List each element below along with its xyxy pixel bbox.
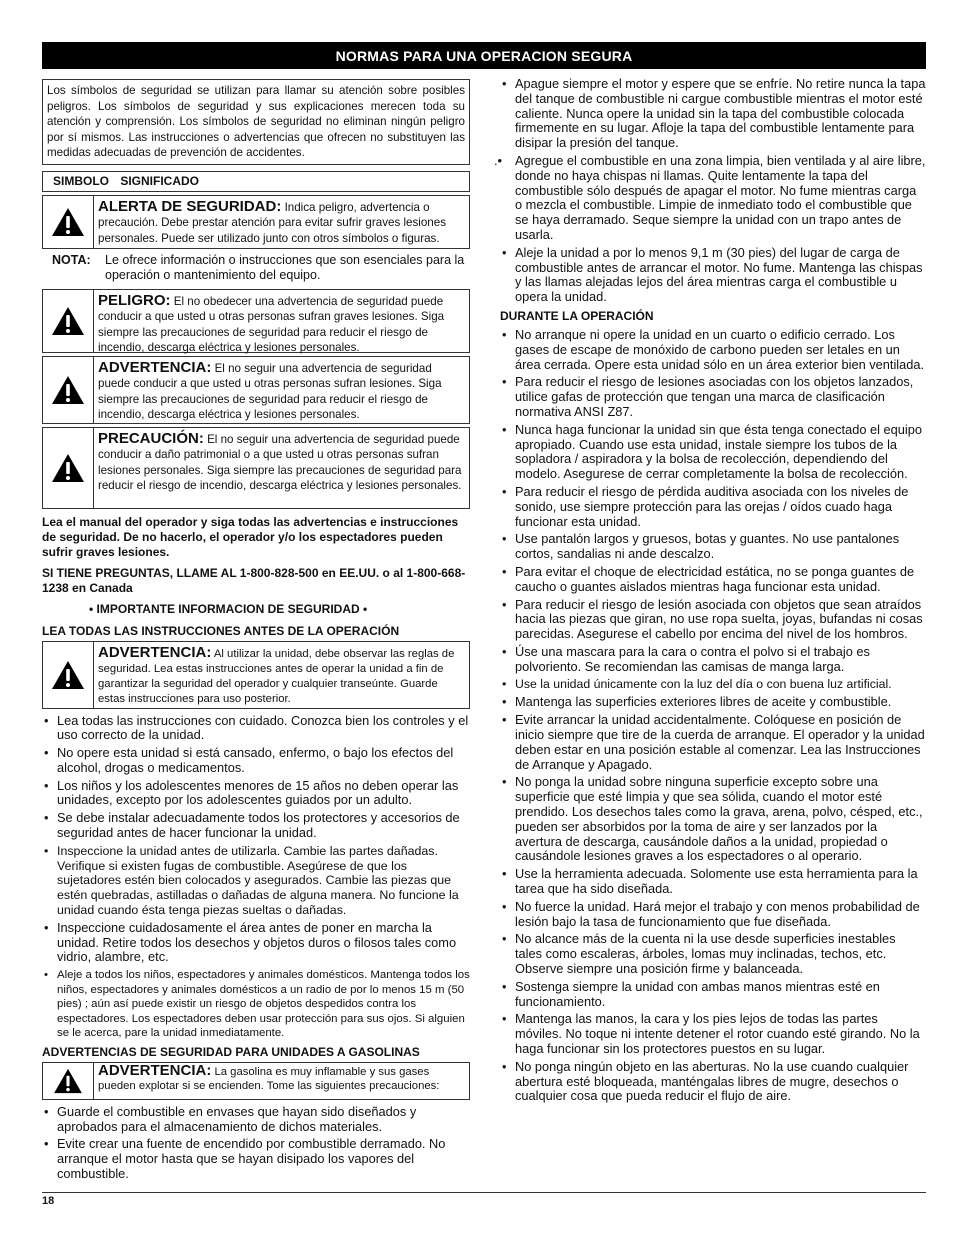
intro-paragraph: Los símbolos de seguridad se utilizan para llamar su atención sobre posibles peligros. Los símbolos de seguridad y sus explicaciones merecen toda su atención y comprensión. Los símbolos de seguridad no eliminan ningún peligro por sí mismos. Las instrucciones o advertencias que ofrecen no substituyen las medidas adecuadas de prevención de accidentes. xyxy=(42,79,470,165)
list-item: • No opere esta unidad si está cansado, enfermo, o bajo los efectos del alcohol, drogas o medicamentos. xyxy=(42,746,470,776)
gasoline-warning-row xyxy=(42,1062,470,1100)
safety-alert-text: ALERTA DE SEGURIDAD: Indica peligro, advertencia o precaución. Debe prestar atención para evitar sufrir graves lesiones personales. Puede ser utilizado junto con otros símbolos o figuras. xyxy=(98,197,446,245)
read-all-instructions-heading: LEA TODAS LAS INSTRUCCIONES ANTES DE LA OPERACIÓN xyxy=(42,623,400,638)
caution-text: PRECAUCIÓN: El no seguir una advertencia de seguridad puede conducir a daño patrimonial o a que usted u otras personas sufran lesiones personales. Siga siempre las precauciones de seguridad para reducir el riesgo de incendio, descarga eléctrica y lesiones personales. xyxy=(98,429,462,492)
read-manual-notice: Lea el manual del operador y siga todas las advertencias e instrucciones de seguridad. De no hacerlo, el operador y/o los espectadores pueden sufrir graves lesiones. xyxy=(42,514,459,559)
list-item: • Evite crear una fuente de encendido por combustible derramado. No arranque el motor hasta que se hayan disipado los vapores del combustible. xyxy=(42,1137,470,1181)
left-column xyxy=(42,76,470,1185)
list-item: • Use la herramienta adecuada. Solomente use esta herramienta para la tarea que ha sido diseñada. xyxy=(500,867,926,897)
fuel-safety-list xyxy=(500,77,926,305)
warning-triangle-icon xyxy=(43,1063,94,1099)
list-item: • Los niños y los adolescentes menores de 15 años no deben operar las unidades, excepto por los adolescentes guiados por un adulto. xyxy=(42,779,470,809)
list-item: • Use pantalón largos y gruesos, botas y guantes. No use pantalones cortos, sandalias ni ande descalzo. xyxy=(500,532,926,562)
warning-triangle-icon xyxy=(43,290,94,352)
list-item: • Inspeccione la unidad antes de utilizarla. Cambie las partes dañadas. Verifique si existen fugas de combustible. Asegúrese de que los sujetadores estén bien colocados y asegurados. Cambie las piezas que estén quebradas, astilladas o dañadas de alguna manera. No funcione la unidad cuando ésta tenga piezas sueltas o dañadas. xyxy=(42,844,470,918)
list-item: • Mantenga las manos, la cara y los pies lejos de todas las partes móviles. No toque ni intente detener el rotor cuando esté girando. No la haga funcionar sin los protectores puestos en su lugar. xyxy=(500,1012,926,1056)
gasoline-warnings-heading: ADVERTENCIAS DE SEGURIDAD PARA UNIDADES A GASOLINAS xyxy=(42,1044,420,1059)
list-item: • Nunca haga funcionar la unidad sin que ésta tenga conectado el equipo apropiado. Cuando use esta unidad, instale siempre los tubos de la sopladora / aspiradora y la bolsa de recolección, dependiendo del modelo. Asegurese de cerrar completamente la bolsa de recolección. xyxy=(500,423,926,482)
note-label: NOTA: xyxy=(52,252,91,267)
footer-divider xyxy=(42,1192,926,1193)
list-item: • Guarde el combustible en envases que hayan sido diseñados y aprobados para el almacenamiento de dichos materiales. xyxy=(42,1105,470,1135)
safety-alert-row xyxy=(42,195,470,249)
list-item: • Evite arrancar la unidad accidentalmente. Colóquese en posición de inicio siempre que tire de la cuerda de arranque. El operador y la unidad deben estar en una posición estable al comenzar. Lea las Instrucciones de Arranque y Apagado. xyxy=(500,713,926,772)
note-text: Le ofrece información o instrucciones que son esenciales para la operación o mantenimiento del equipo. xyxy=(105,252,465,282)
list-item: • No fuerce la unidad. Hará mejor el trabajo y con menos probabilidad de lesión bajo la tasa de funcionamiento que fue diseñada. xyxy=(500,900,926,930)
list-item: • Sostenga siempre la unidad con ambas manos mientras esté en funcionamiento. xyxy=(500,980,926,1010)
gasoline-warning-text: ADVERTENCIA: La gasolina es muy inflamable y sus gases pueden explotar si se encienden. Tome las siguientes precauciones: xyxy=(98,1061,440,1093)
symbol-column-label: SIMBOLO xyxy=(53,173,109,188)
list-item: • No ponga ningún objeto en las aberturas. No la use cuando cualquier abertura esté bloqueada, manténgalas libres de mugre, desechos o cualquier cosa que pueda reducir el flujo de aire. xyxy=(500,1060,926,1104)
list-item: • Para reducir el riesgo de lesiones asociadas con los objetos lanzados, utilice gafas de protección que tengan una marca de clasificación normativa ANSI Z87. xyxy=(500,375,926,419)
list-item: • Apague siempre el motor y espere que se enfríe. No retire nunca la tapa del tanque de combustible ni cargue combustible mientras el motor esté caliente. Nunca opere la unidad sin la tapa del combustible colocada firmemente en su lugar. Afloje la tapa del combustible lentamente para disipar la presión del tanque. xyxy=(500,77,926,151)
list-item: • No arranque ni opere la unidad en un cuarto o edificio cerrado. Los gases de escape de monóxido de carbono pueden ser letales en un área cerrada. Opere esta unidad sólo en un área exterior bien ventilada. xyxy=(500,328,926,372)
page-number: 18 xyxy=(42,1195,55,1207)
right-column xyxy=(500,76,926,1107)
list-item: • Para reducir el riesgo de pérdida auditiva asociada con los niveles de sonido, use siempre protección para las orejas / oídos cuado haga funcionar esta unidad. xyxy=(500,485,926,529)
warning-text: ADVERTENCIA: El no seguir una advertencia de seguridad puede conducir a que usted u otras personas sufran lesiones. Siga siempre las precauciones de seguridad para reducir el riesgo de incendio, descarga eléctrica y lesiones personales. xyxy=(98,358,442,421)
danger-row xyxy=(42,289,470,353)
list-item: • No alcance más de la cuenta ni la use desde superficies inestables tales como escaleras, árboles, lomas muy inclinadas, techos, etc. Observe siempre una posición firme y balanceada. xyxy=(500,932,926,976)
warning-rules-text: ADVERTENCIA: Al utilizar la unidad, debe observar las reglas de seguridad. Lea estas instrucciones antes de operar la unidad a fin de garantizar la seguridad del operador y cualquier transeúnte. Guarde estas instrucciones para uso posterior. xyxy=(98,643,455,705)
gasoline-safety-list xyxy=(42,1105,470,1182)
caution-row xyxy=(42,427,470,509)
important-safety-heading: • IMPORTANTE INFORMACION DE SEGURIDAD • xyxy=(89,601,368,616)
symbol-table-header xyxy=(42,171,470,192)
list-item: • Para evitar el choque de electricidad estática, no se ponga guantes de caucho o guantes aislados mientras haga funcionar esta unidad. xyxy=(500,565,926,595)
during-operation-heading: DURANTE LA OPERACIÓN xyxy=(500,308,654,323)
list-item: • Aleje la unidad a por lo menos 9,1 m (30 pies) del lugar de carga de combustible antes de arrancar el motor. No fume. Mantenga las chispas y las llamas alejadas lejos del área mientras carga el combustible u opera la unidad. xyxy=(500,246,926,305)
list-item: • Úse una mascara para la cara o contra el polvo si el trabajo es polvoriento. Se recomiendan las camisas de manga larga. xyxy=(500,645,926,675)
list-item: • Mantenga las superficies exteriores libres de aceite y combustible. xyxy=(500,695,926,710)
section-title: NORMAS PARA UNA OPERACION SEGURA xyxy=(42,42,926,69)
warning-triangle-icon xyxy=(43,428,94,508)
operation-safety-list xyxy=(500,328,926,1104)
list-item: • Aleje a todos los niños, espectadores y animales domésticos. Mantenga todos los niños, espectadores y animales domésticos a un radio de por lo menos 15 m (50 pies) ; aún así puede existir un riesgo de objetos despedidos contra los espectadores. Los espectadores deben usar protección para sus ojos. Si alguien se le acerca, pare la unidad inmediatamente. xyxy=(42,968,470,1041)
warning-triangle-icon xyxy=(43,642,94,708)
meaning-column-label: SIGNIFICADO xyxy=(120,173,200,188)
warning-triangle-icon xyxy=(43,357,94,423)
list-item: • Se debe instalar adecuadamente todos los protectores y accesorios de seguridad antes de hacer funcionar la unidad. xyxy=(42,811,470,841)
list-item: • No ponga la unidad sobre ninguna superficie excepto sobre una superficie que esté limpia y que sea sólida, cuando el motor esté prendido. Los desechos tales como la grava, arena, polvo, césped, etc., pueden ser absorbidos por la toma de aire y ser lanzados por la avertura de descarga, causándole daños a la unidad, propiedad o causándole lesiones graves a los espectadores o al operario. xyxy=(500,775,926,864)
list-item: • Para reducir el riesgo de lesión asociada con objetos que sean atraídos hacia las piezas que giran, no use ropa suelta, joyas, bufandas ni cosas parecidas. Asegurese el cabello por encima del nivel de los hombros. xyxy=(500,598,926,642)
warning-triangle-icon xyxy=(43,196,94,248)
danger-text: PELIGRO: El no obedecer una advertencia de seguridad puede conducir a que usted u otras personas sufran graves lesiones. Siga siempre las precauciones de seguridad para reducir el riesgo de incendio, descarga eléctrica y lesiones personales. xyxy=(98,291,445,354)
questions-phone-notice: SI TIENE PREGUNTAS, LLAME AL 1-800-828-500 en EE.UU. o al 1-800-668-1238 en Canada xyxy=(42,565,466,595)
warning-rules-row xyxy=(42,641,470,709)
list-item: .• Agregue el combustible en una zona limpia, bien ventilada y al aire libre, donde no haya chispas ni llamas. Quite lentamente la tapa del combustible sólo después de apagar el motor. No fume mientras carga o mezcla el combustible. Limpie de inmediato todo el combustible que se haya derramado. Seque siempre la unidad con un trapo antes de usarla. xyxy=(500,154,926,243)
list-item: • Use la unidad únicamente con la luz del día o con buena luz artificial. xyxy=(500,677,926,692)
note-row xyxy=(52,253,470,284)
general-safety-list xyxy=(42,714,470,1041)
warning-row xyxy=(42,356,470,424)
list-item: • Inspeccione cuidadosamente el área antes de poner en marcha la unidad. Retire todos los desechos y objetos duros o filosos tales como vidrio, alambre, etc. xyxy=(42,921,470,965)
list-item: • Lea todas las instrucciones con cuidado. Conozca bien los controles y el uso correcto de la unidad. xyxy=(42,714,470,744)
